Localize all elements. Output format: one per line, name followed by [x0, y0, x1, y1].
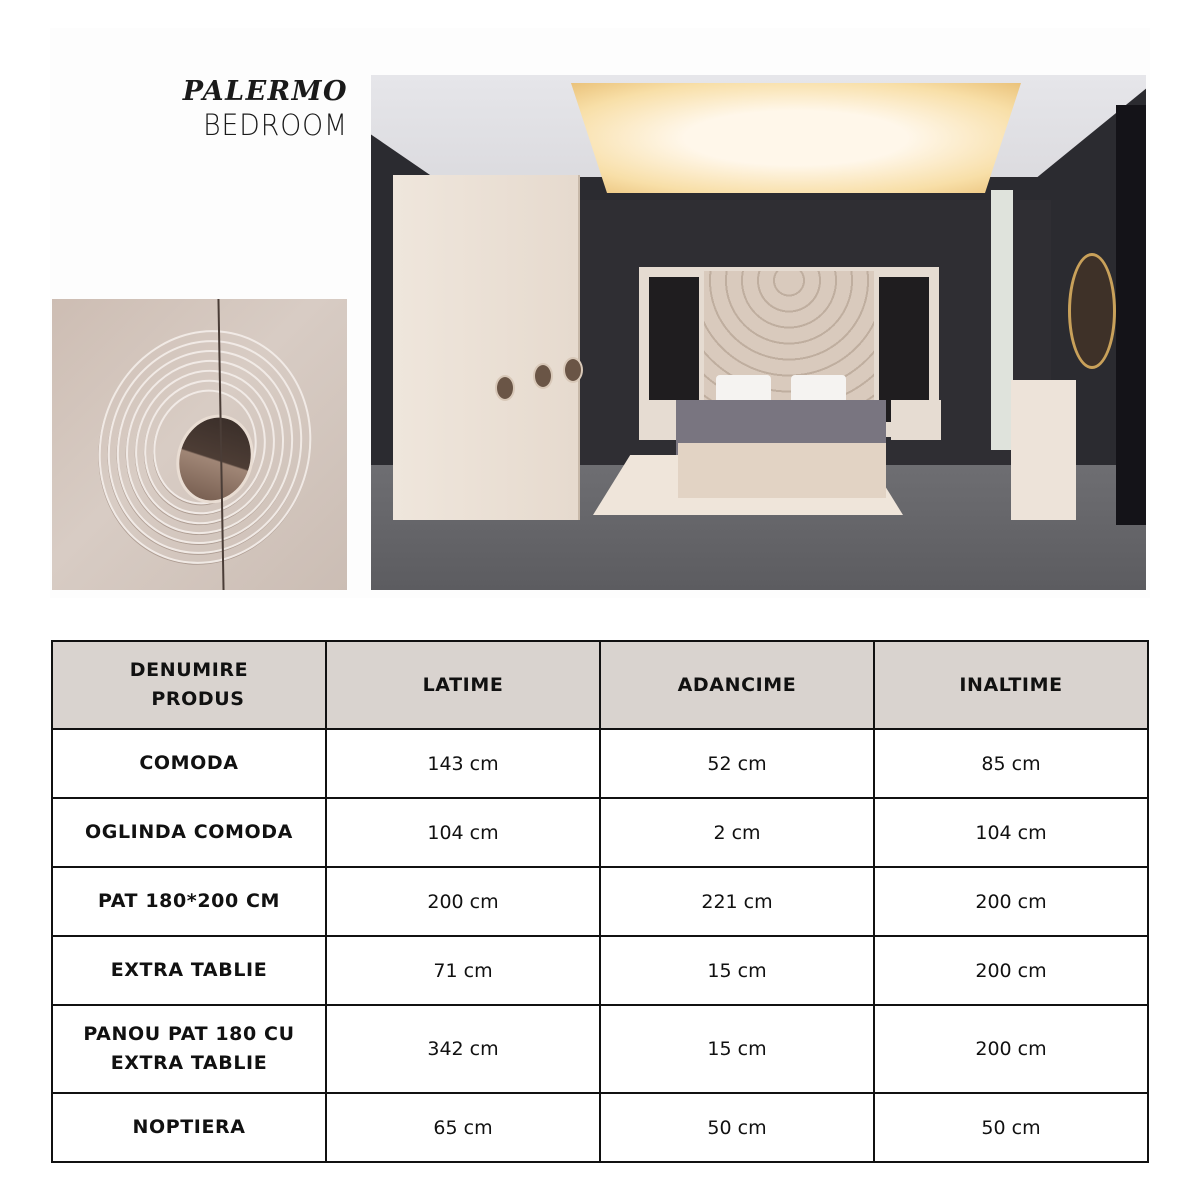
product-name: PANOU PAT 180 CU EXTRA TABLIE [52, 1005, 326, 1093]
width-value: 65 cm [326, 1093, 600, 1162]
table-row [52, 867, 1148, 936]
bed-base [678, 443, 886, 498]
header-width: LATIME [326, 641, 600, 729]
height-value: 200 cm [874, 1005, 1148, 1093]
title-palermo: PALERMO [182, 76, 348, 107]
height-value: 200 cm [874, 867, 1148, 936]
nightstand-right [891, 400, 941, 440]
header-height: INALTIME [874, 641, 1148, 729]
table-row [52, 1093, 1148, 1162]
header-product-name: DENUMIRE PRODUS [52, 641, 326, 729]
product-name: PAT 180*200 CM [52, 867, 326, 936]
width-value: 143 cm [326, 729, 600, 798]
product-name: COMODA [52, 729, 326, 798]
room-photo [371, 75, 1146, 590]
depth-value: 15 cm [600, 1005, 874, 1093]
product-name: OGLINDA COMODA [52, 798, 326, 867]
depth-value: 2 cm [600, 798, 874, 867]
height-value: 104 cm [874, 798, 1148, 867]
dimensions-table [51, 640, 1149, 1163]
wardrobe [393, 175, 578, 520]
table-row [52, 1005, 1148, 1093]
height-value: 200 cm [874, 936, 1148, 1005]
depth-value: 50 cm [600, 1093, 874, 1162]
height-value: 50 cm [874, 1093, 1148, 1162]
table-row [52, 798, 1148, 867]
depth-value: 52 cm [600, 729, 874, 798]
product-name: EXTRA TABLIE [52, 936, 326, 1005]
product-name: NOPTIERA [52, 1093, 326, 1162]
width-value: 104 cm [326, 798, 600, 867]
ceiling-cove-light [571, 83, 1021, 193]
detail-photo-handle [52, 299, 347, 590]
width-value: 200 cm [326, 867, 600, 936]
table-header-row [52, 641, 1148, 729]
depth-value: 221 cm [600, 867, 874, 936]
collection-title [170, 76, 348, 142]
window [991, 190, 1013, 450]
header-depth: ADANCIME [600, 641, 874, 729]
title-bedroom: BEDROOM [203, 108, 348, 142]
oval-mirror [1068, 253, 1116, 369]
depth-value: 15 cm [600, 936, 874, 1005]
table-row [52, 729, 1148, 798]
curtain [1116, 105, 1146, 525]
height-value: 85 cm [874, 729, 1148, 798]
table-row [52, 936, 1148, 1005]
dresser [1011, 380, 1076, 520]
width-value: 71 cm [326, 936, 600, 1005]
width-value: 342 cm [326, 1005, 600, 1093]
